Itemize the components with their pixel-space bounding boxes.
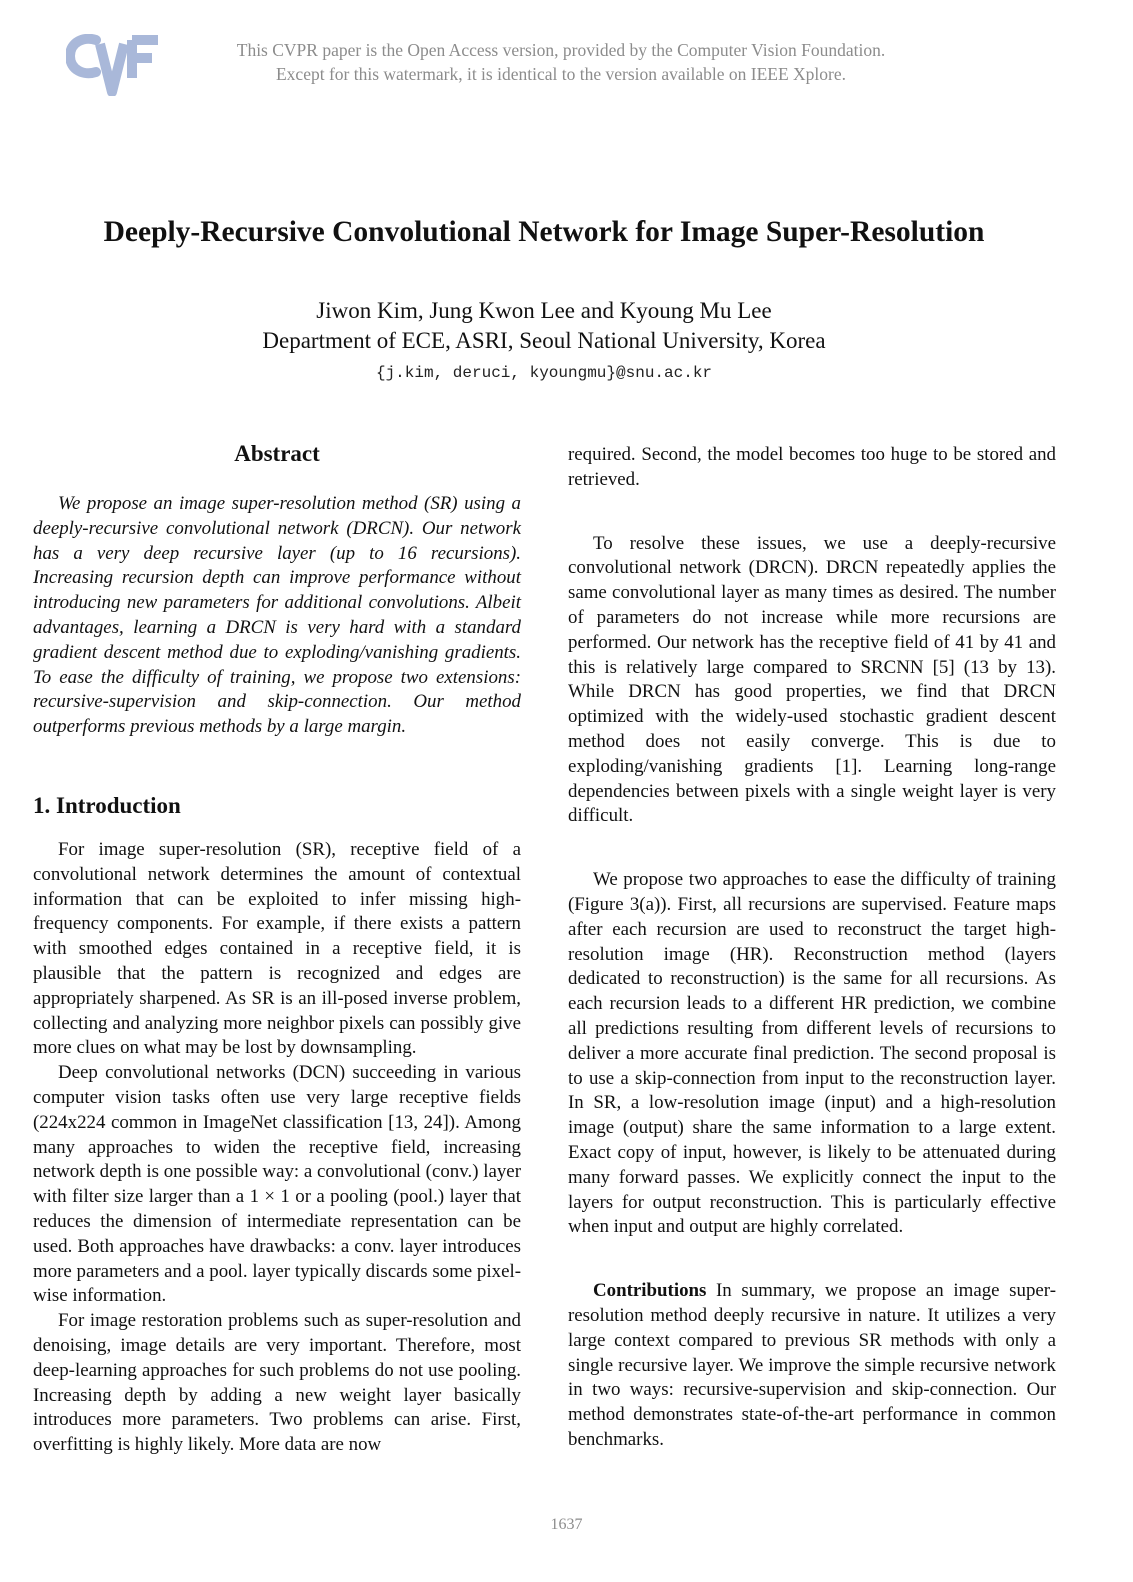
author-names: Jiwon Kim, Jung Kwon Lee and Kyoung Mu Lee	[316, 298, 772, 323]
intro-paragraph-4: To resolve these issues, we use a deeply-recursive convolutional network (DRCN). DRCN repeatedly applies the same convolutional layer as many times as desired. The number of parameters do not increase while more recursions are performed. Our network has the receptive field of 41 by 41 and this is relatively large compared to SRCNN [5] (13 by 13). While DRCN has good properties, we find that DRCN optimized with the widely-used stochastic gradient descent method does not easily converge. This is due to exploding/vanishing gradients [1]. Learning long-range dependencies between pixels with a single weight layer is very difficult.	[568, 532, 1056, 827]
section-heading-introduction: 1. Introduction	[33, 792, 181, 818]
intro-paragraph-3-continued: required. Second, the model becomes too huge to be stored and retrieved.	[568, 444, 1056, 490]
intro-paragraph-1: For image super-resolution (SR), receptive field of a convolutional network determines the amount of contextual information that can be exploited to infer missing high-frequency components. For example, if there exists a pattern with smoothed edges contained in a receptive field, it is plausible that the pattern is recognized and edges are appropriately sharpened. As SR is an ill-posed inverse problem, collecting and analyzing more neighbor pixels can possibly give more clues on what may be lost by downsampling.	[33, 838, 521, 1059]
abstract-text: We propose an image super-resolution method (SR) using a deeply-recursive convolutional network (DRCN). Our network has a very deep recursive layer (up to 16 recursions). Increasing recursion depth can improve performance without introducing new parameters for additional convolutions. Albeit advantages, learning a DRCN is very hard with a standard gradient descent method due to exploding/vanishing gradients. To ease the difficulty of training, we propose two extensions: recursive-supervision and skip-connection. Our method outperforms previous methods by a large margin.	[33, 493, 521, 738]
cvf-logo	[66, 34, 160, 96]
contributions-paragraph	[568, 1279, 1056, 1453]
watermark	[190, 38, 932, 86]
paper-title: Deeply-Recursive Convolutional Network for Image Super-Resolution	[103, 216, 985, 248]
author-email: {j.kim, deruci, kyoungmu}@snu.ac.kr	[375, 364, 713, 382]
abstract-heading: Abstract	[234, 441, 320, 466]
logo-lettering: CVF	[66, 34, 68, 35]
intro-paragraph-5: We propose two approaches to ease the difficulty of training (Figure 3(a)). First, all recursions are supervised. Feature maps after each recursion are used to reconstruct the target high-resolution image (HR). Reconstruction method (layers dedicated to reconstruction) is the same for all recursions. As each recursion leads to a different HR prediction, we combine all predictions resulting from different levels of recursions to deliver a more accurate final prediction. The second proposal is to use a skip-connection from input to the reconstruction layer. In SR, a low-resolution image (input) and a high-resolution image (output) share the same information to a large extent. Exact copy of input, however, is likely to be attenuated during many forward passes. We explicitly connect the input to the layers for output reconstruction. This is particularly effective when input and output are highly correlated.	[568, 869, 1056, 1238]
watermark-line-2: Except for this watermark, it is identical to the version available on IEEE Xplore.	[275, 64, 847, 84]
author-block	[100, 296, 988, 356]
contributions-heading: Contributions	[593, 1280, 707, 1302]
contributions-text: In summary, we propose an image super-resolution method deeply recursive in nature. It utilizes a very large context compared to previous SR methods with only a single recursive layer. We improve the simple recursive network in two ways: recursive-supervision and skip-connection. Our method demonstrates state-of-the-art performance in common benchmarks.	[568, 1280, 1056, 1450]
watermark-line-1: This CVPR paper is the Open Access version, provided by the Computer Vision Foundation.	[236, 40, 886, 60]
left-column	[33, 440, 521, 1458]
author-affiliation: Department of ECE, ASRI, Seoul National University, Korea	[262, 328, 826, 353]
intro-paragraph-2: Deep convolutional networks (DCN) succeeding in various computer vision tasks often use very large receptive fields (224x224 common in ImageNet classification [13, 24]). Among many approaches to widen the receptive field, increasing network depth is one possible way: a convolutional (conv.) layer with filter size larger than a 1 × 1 or a pooling (pool.) layer that reduces the dimension of intermediate representation can be used. Both approaches have drawbacks: a conv. layer introduces more parameters and a pool. layer typically discards some pixel-wise information.	[33, 1062, 521, 1307]
intro-paragraph-3: For image restoration problems such as super-resolution and denoising, image details are very important. Therefore, most deep-learning approaches for such problems do not use pooling. Increasing depth by adding a new weight layer basically introduces more parameters. Two problems can arise. First, overfitting is highly likely. More data are now	[33, 1310, 521, 1456]
page-number: 1637	[550, 1516, 583, 1533]
right-column	[568, 443, 1056, 1453]
